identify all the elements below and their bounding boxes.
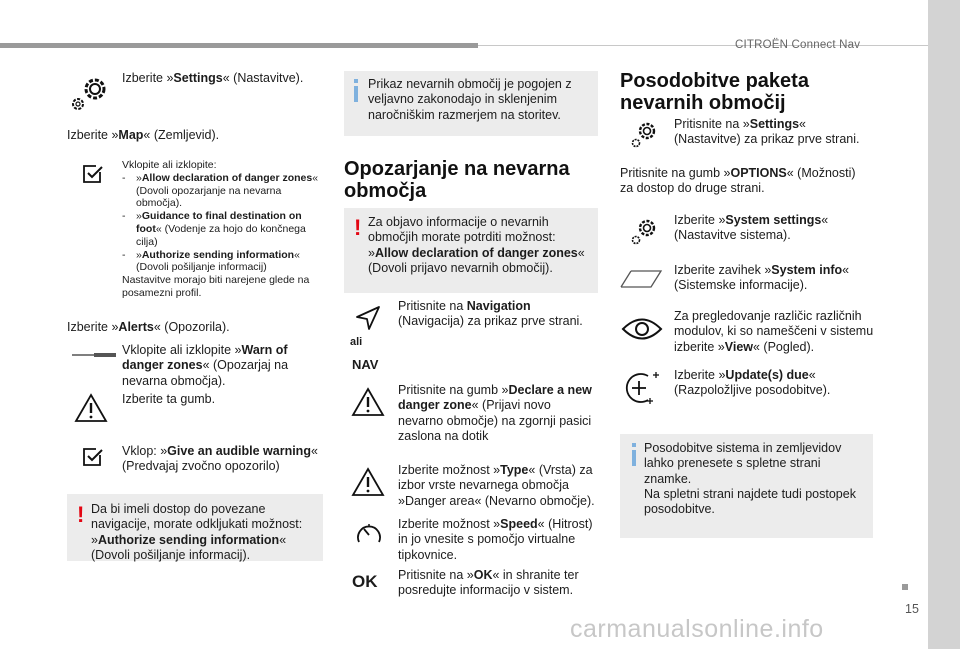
or-label: ali <box>350 336 363 348</box>
info-box <box>620 434 873 538</box>
step-view: Za pregledovanje različic različnih modulov, ki so nameščeni v sistemu izberite »View« (Pogled). <box>674 309 874 354</box>
section-heading: Posodobitve paketa nevarnih območij <box>620 70 809 114</box>
step-nav: Pritisnite na Navigation (Navigacija) za prikaz prve strani. <box>398 299 583 329</box>
step-alerts: Izberite »Alerts« (Opozorila). <box>67 320 230 334</box>
warning-box <box>67 494 323 561</box>
checklist-intro: Vklopite ali izklopite: <box>122 159 217 171</box>
navigation-arrow-icon <box>355 305 381 331</box>
step-audible: Vklop: »Give an audible warning« (Predvajaj zvočno opozorilo) <box>122 444 318 474</box>
warning-triangle-icon <box>351 467 385 497</box>
warning-triangle-icon <box>74 393 108 423</box>
nav-button-label: NAV <box>352 357 379 372</box>
info-icon <box>632 443 636 447</box>
step-type: Izberite možnost »Type« (Vrsta) za izbor vrste nevarnega območja »Danger area« (Nevarno območje). <box>398 463 595 508</box>
settings-gear-icon <box>70 72 114 112</box>
ok-button-label: OK <box>352 572 378 591</box>
section-heading: Opozarjanje na nevarna območja <box>344 158 570 202</box>
checklist-item: - »Allow declaration of danger zones« (Dovoli opozarjanje na nevarna območja). <box>122 171 319 210</box>
info-text <box>644 441 868 517</box>
update-icon <box>622 370 662 406</box>
step-update: Izberite »Update(s) due« (Razpoložljive posodobitve). <box>674 368 831 398</box>
checkbox-icon <box>83 165 103 183</box>
page-marker <box>902 584 908 590</box>
exclamation-icon: ! <box>77 502 85 527</box>
warning-text: Za objavo informacije o nevarnih območjih morate potrditi možnost: »Allow declaration of danger zones« (Dovoli prijavo nevarnih območij). <box>368 215 585 275</box>
info-bar <box>354 86 358 102</box>
info-box <box>344 71 598 136</box>
step-options: Pritisnite na gumb »OPTIONS« (Možnosti) za dostop do druge strani. <box>620 166 856 196</box>
info-line: Na spletni strani najdete tudi postopek posodobitve. <box>644 486 856 516</box>
watermark: carmanualsonline.info <box>570 615 824 643</box>
step-system-settings: Izberite »System settings« (Nastavitve sistema). <box>674 213 829 243</box>
step-declare: Pritisnite na gumb »Declare a new danger zone« (Prijavi novo nevarno območje) na zgornji pasici zaslona na dotik <box>398 383 592 443</box>
exclamation-icon: ! <box>354 215 362 240</box>
checklist-item: - »Guidance to final destination on foot« (Vodenje za hojo do končnega cilja) <box>122 210 306 248</box>
step-map: Izberite »Map« (Zemljevid). <box>67 128 220 142</box>
info-line: Posodobitve sistema in zemljevidov lahko prenesete s spletne strani znamke. <box>644 441 842 486</box>
toggle-icon <box>72 352 116 358</box>
info-text: Prikaz nevarnih območij je pogojen z veljavno zakonodajo in sklenjenim naročniškim razmerjem na storitev. <box>368 77 572 122</box>
warning-triangle-icon <box>351 387 385 417</box>
step-warn: Vklopite ali izklopite »Warn of danger zones« (Opozarjaj na nevarna območja). <box>122 343 289 388</box>
step-button: Izberite ta gumb. <box>122 392 216 406</box>
side-tab <box>928 0 960 649</box>
checkbox-icon <box>83 448 103 466</box>
warning-text: Da bi imeli dostop do povezane navigacije, morate odkljukati možnost: »Authorize sending information« (Dovoli pošiljanje informacij). <box>91 502 303 562</box>
system-settings-icon <box>631 217 659 245</box>
warning-box <box>344 208 598 293</box>
page-number: 15 <box>905 602 919 616</box>
tab-icon <box>621 270 663 288</box>
step-system-info: Izberite zavihek »System info« (Sistemske informacije). <box>674 263 850 293</box>
header-bar <box>0 43 478 48</box>
eye-icon <box>621 316 663 342</box>
info-icon <box>354 79 358 83</box>
step-settings: Pritisnite na »Settings« (Nastavitve) za prikaz prve strani. <box>674 117 860 147</box>
settings-gear-icon <box>631 120 659 148</box>
checklist-item: - »Authorize sending information« (Dovoli pošiljanje informacij) <box>122 248 300 274</box>
step-ok: Pritisnite na »OK« in shranite ter posredujte informacijo v sistem. <box>398 568 579 598</box>
step-settings: Izberite »Settings« (Nastavitve). <box>122 71 304 85</box>
speedometer-icon <box>355 521 383 547</box>
checklist <box>122 159 320 300</box>
checklist-outro: Nastavitve morajo biti narejene glede na posamezni profil. <box>122 274 310 299</box>
step-speed: Izberite možnost »Speed« (Hitrost) in jo vnesite s pomočjo virtualne tipkovnice. <box>398 517 593 562</box>
info-bar <box>632 450 636 466</box>
brand-label: CITROËN Connect Nav <box>735 39 861 51</box>
